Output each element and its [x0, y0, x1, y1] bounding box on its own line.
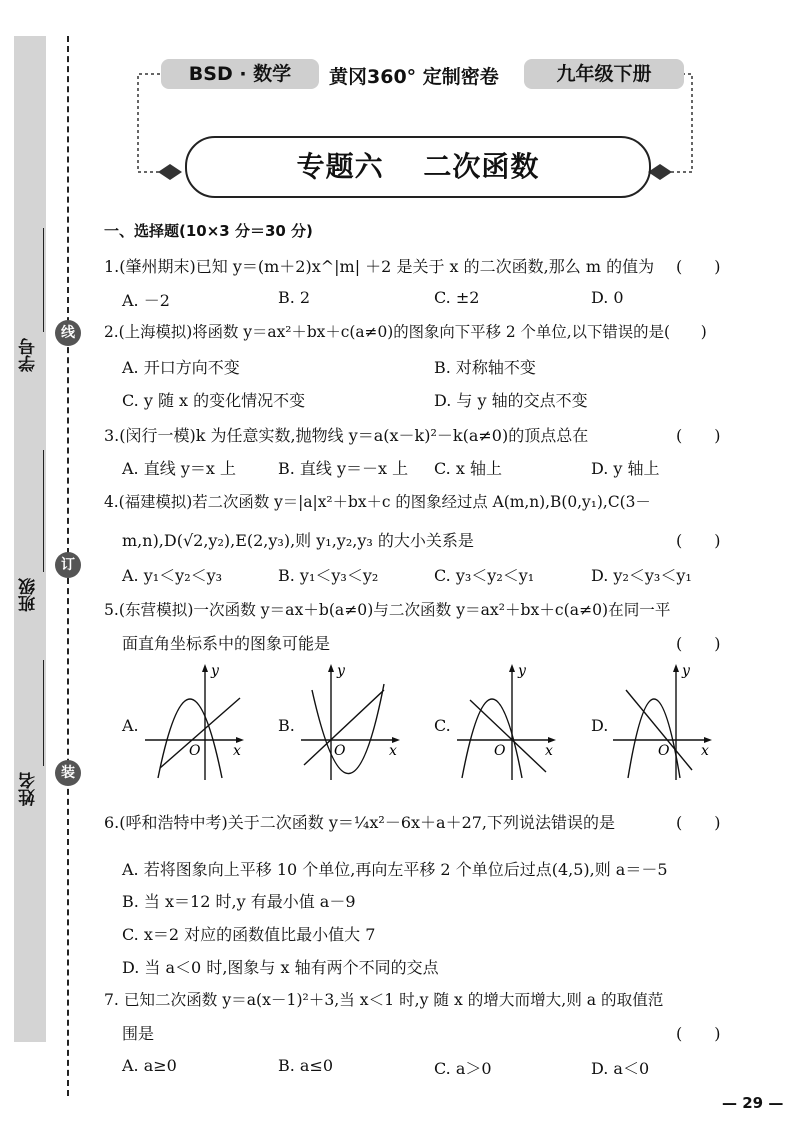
q6-option-c[interactable]: C. x＝2 对应的函数值比最小值大 7 — [122, 925, 376, 944]
q5-graph-a-x-label: x — [233, 743, 241, 759]
q1-answer-blank[interactable]: ( ) — [676, 257, 721, 276]
binding-strip — [14, 36, 46, 1042]
q5-graph-d[interactable] — [608, 660, 718, 785]
q1-stem: 1.(肇州期末)已知 y＝(m＋2)x^|m| ＋2 是关于 x 的二次函数,那么 m 的值为 — [104, 257, 655, 276]
q1-option-c[interactable]: C. ±2 — [434, 288, 480, 307]
q5-graph-a-label[interactable]: A. — [122, 716, 139, 735]
q5-graph-c-origin: O — [494, 743, 506, 759]
name-label: 姓名 — [19, 772, 39, 806]
name-blank — [43, 660, 44, 766]
q5-stem-line2: 面直角坐标系中的图象可能是 — [122, 634, 331, 653]
q3-option-d[interactable]: D. y 轴上 — [591, 459, 660, 478]
q5-graph-b-y-label: y — [337, 663, 345, 679]
class-label: 班级 — [19, 578, 39, 612]
q7-stem-line1: 7. 已知二次函数 y＝a(x－1)²＋3,当 x＜1 时,y 随 x 的增大而增大,则 a 的取值范 — [104, 991, 664, 1009]
q5-graph-c-label[interactable]: C. — [434, 716, 451, 735]
q1-option-b[interactable]: B. 2 — [278, 288, 311, 307]
q3-stem: 3.(闵行一模)k 为任意实数,抛物线 y＝a(x－k)²－k(a≠0)的顶点总在 — [104, 426, 589, 445]
q7-option-d[interactable]: D. a＜0 — [591, 1059, 650, 1078]
grade-badge: 九年级下册 — [524, 59, 684, 89]
q6-option-d[interactable]: D. 当 a＜0 时,图象与 x 轴有两个不同的交点 — [122, 958, 439, 977]
q5-graph-c-y-label: y — [518, 663, 526, 679]
q5-graph-b[interactable] — [296, 660, 406, 785]
bind-mark-staple: 订 — [55, 552, 81, 578]
q3-option-a[interactable]: A. 直线 y＝x 上 — [122, 459, 236, 478]
class-blank — [43, 450, 44, 572]
q5-graph-d-x-label: x — [701, 743, 709, 759]
q5-graph-a-y-label: y — [211, 663, 219, 679]
q4-option-d[interactable]: D. y₂＜y₃＜y₁ — [591, 566, 692, 585]
q6-option-a[interactable]: A. 若将图象向上平移 10 个单位,再向左平移 2 个单位后过点(4,5),则 a＝－5 — [122, 860, 668, 879]
q5-graph-a-origin: O — [189, 743, 201, 759]
q4-option-c[interactable]: C. y₃＜y₂＜y₁ — [434, 566, 535, 585]
student-id-blank — [43, 228, 44, 332]
page-number: — 29 — — [722, 1094, 784, 1112]
q7-answer-blank[interactable]: ( ) — [676, 1024, 721, 1043]
q5-graph-d-label[interactable]: D. — [591, 716, 609, 735]
q4-answer-blank[interactable]: ( ) — [676, 531, 721, 550]
student-id-label: 学号 — [19, 338, 39, 372]
q4-stem-line1: 4.(福建模拟)若二次函数 y＝|a|x²＋bx＋c 的图象经过点 A(m,n),B(0,y₁),C(3－ — [104, 493, 651, 511]
q2-option-d[interactable]: D. 与 y 轴的交点不变 — [434, 391, 588, 410]
q5-graph-c-x-label: x — [545, 743, 553, 759]
subject-badge: BSD · 数学 — [161, 59, 319, 89]
page-title: 专题六 二次函数 — [296, 150, 540, 183]
q5-graph-a[interactable] — [140, 660, 250, 785]
q5-graph-c[interactable] — [452, 660, 562, 785]
bind-mark-line: 线 — [55, 320, 81, 346]
q5-graph-b-x-label: x — [389, 743, 397, 759]
q5-graph-d-y-label: y — [682, 663, 690, 679]
q4-option-b[interactable]: B. y₁＜y₃＜y₂ — [278, 566, 379, 585]
q5-graph-b-origin: O — [334, 743, 346, 759]
series-name: 黄冈360° 定制密卷 — [329, 66, 499, 88]
q6-option-b[interactable]: B. 当 x＝12 时,y 有最小值 a－9 — [122, 892, 356, 911]
q1-option-a[interactable]: A. －2 — [122, 291, 170, 310]
q5-graph-b-label[interactable]: B. — [278, 716, 295, 735]
q7-option-c[interactable]: C. a＞0 — [434, 1059, 492, 1078]
q7-stem-line2: 围是 — [122, 1024, 155, 1043]
q6-stem: 6.(呼和浩特中考)关于二次函数 y＝¼x²－6x＋a＋27,下列说法错误的是 — [104, 813, 616, 832]
q2-option-c[interactable]: C. y 随 x 的变化情况不变 — [122, 391, 306, 410]
q2-option-a[interactable]: A. 开口方向不变 — [122, 358, 240, 377]
q4-stem-line2: m,n),D(√2,y₂),E(2,y₃),则 y₁,y₂,y₃ 的大小关系是 — [122, 531, 474, 550]
q3-option-b[interactable]: B. 直线 y＝－x 上 — [278, 459, 409, 478]
q1-option-d[interactable]: D. 0 — [591, 288, 624, 307]
q4-option-a[interactable]: A. y₁＜y₂＜y₃ — [122, 566, 223, 585]
q7-option-b[interactable]: B. a≤0 — [278, 1056, 334, 1075]
q3-answer-blank[interactable]: ( ) — [676, 426, 721, 445]
section-heading: 一、选择题(10×3 分＝30 分) — [104, 222, 313, 240]
q2-option-b[interactable]: B. 对称轴不变 — [434, 358, 536, 377]
q5-graph-d-origin: O — [658, 743, 670, 759]
q5-answer-blank[interactable]: ( ) — [676, 634, 721, 653]
q3-option-c[interactable]: C. x 轴上 — [434, 459, 502, 478]
q6-answer-blank[interactable]: ( ) — [676, 813, 721, 832]
q7-option-a[interactable]: A. a≥0 — [122, 1056, 177, 1075]
q5-stem-line1: 5.(东营模拟)一次函数 y＝ax＋b(a≠0)与二次函数 y＝ax²＋bx＋c(a≠0)在同一平 — [104, 601, 671, 619]
bind-mark-bind: 装 — [55, 760, 81, 786]
q2-stem: 2.(上海模拟)将函数 y＝ax²＋bx＋c(a≠0)的图象向下平移 2 个单位,以下错误的是( ) — [104, 323, 707, 341]
